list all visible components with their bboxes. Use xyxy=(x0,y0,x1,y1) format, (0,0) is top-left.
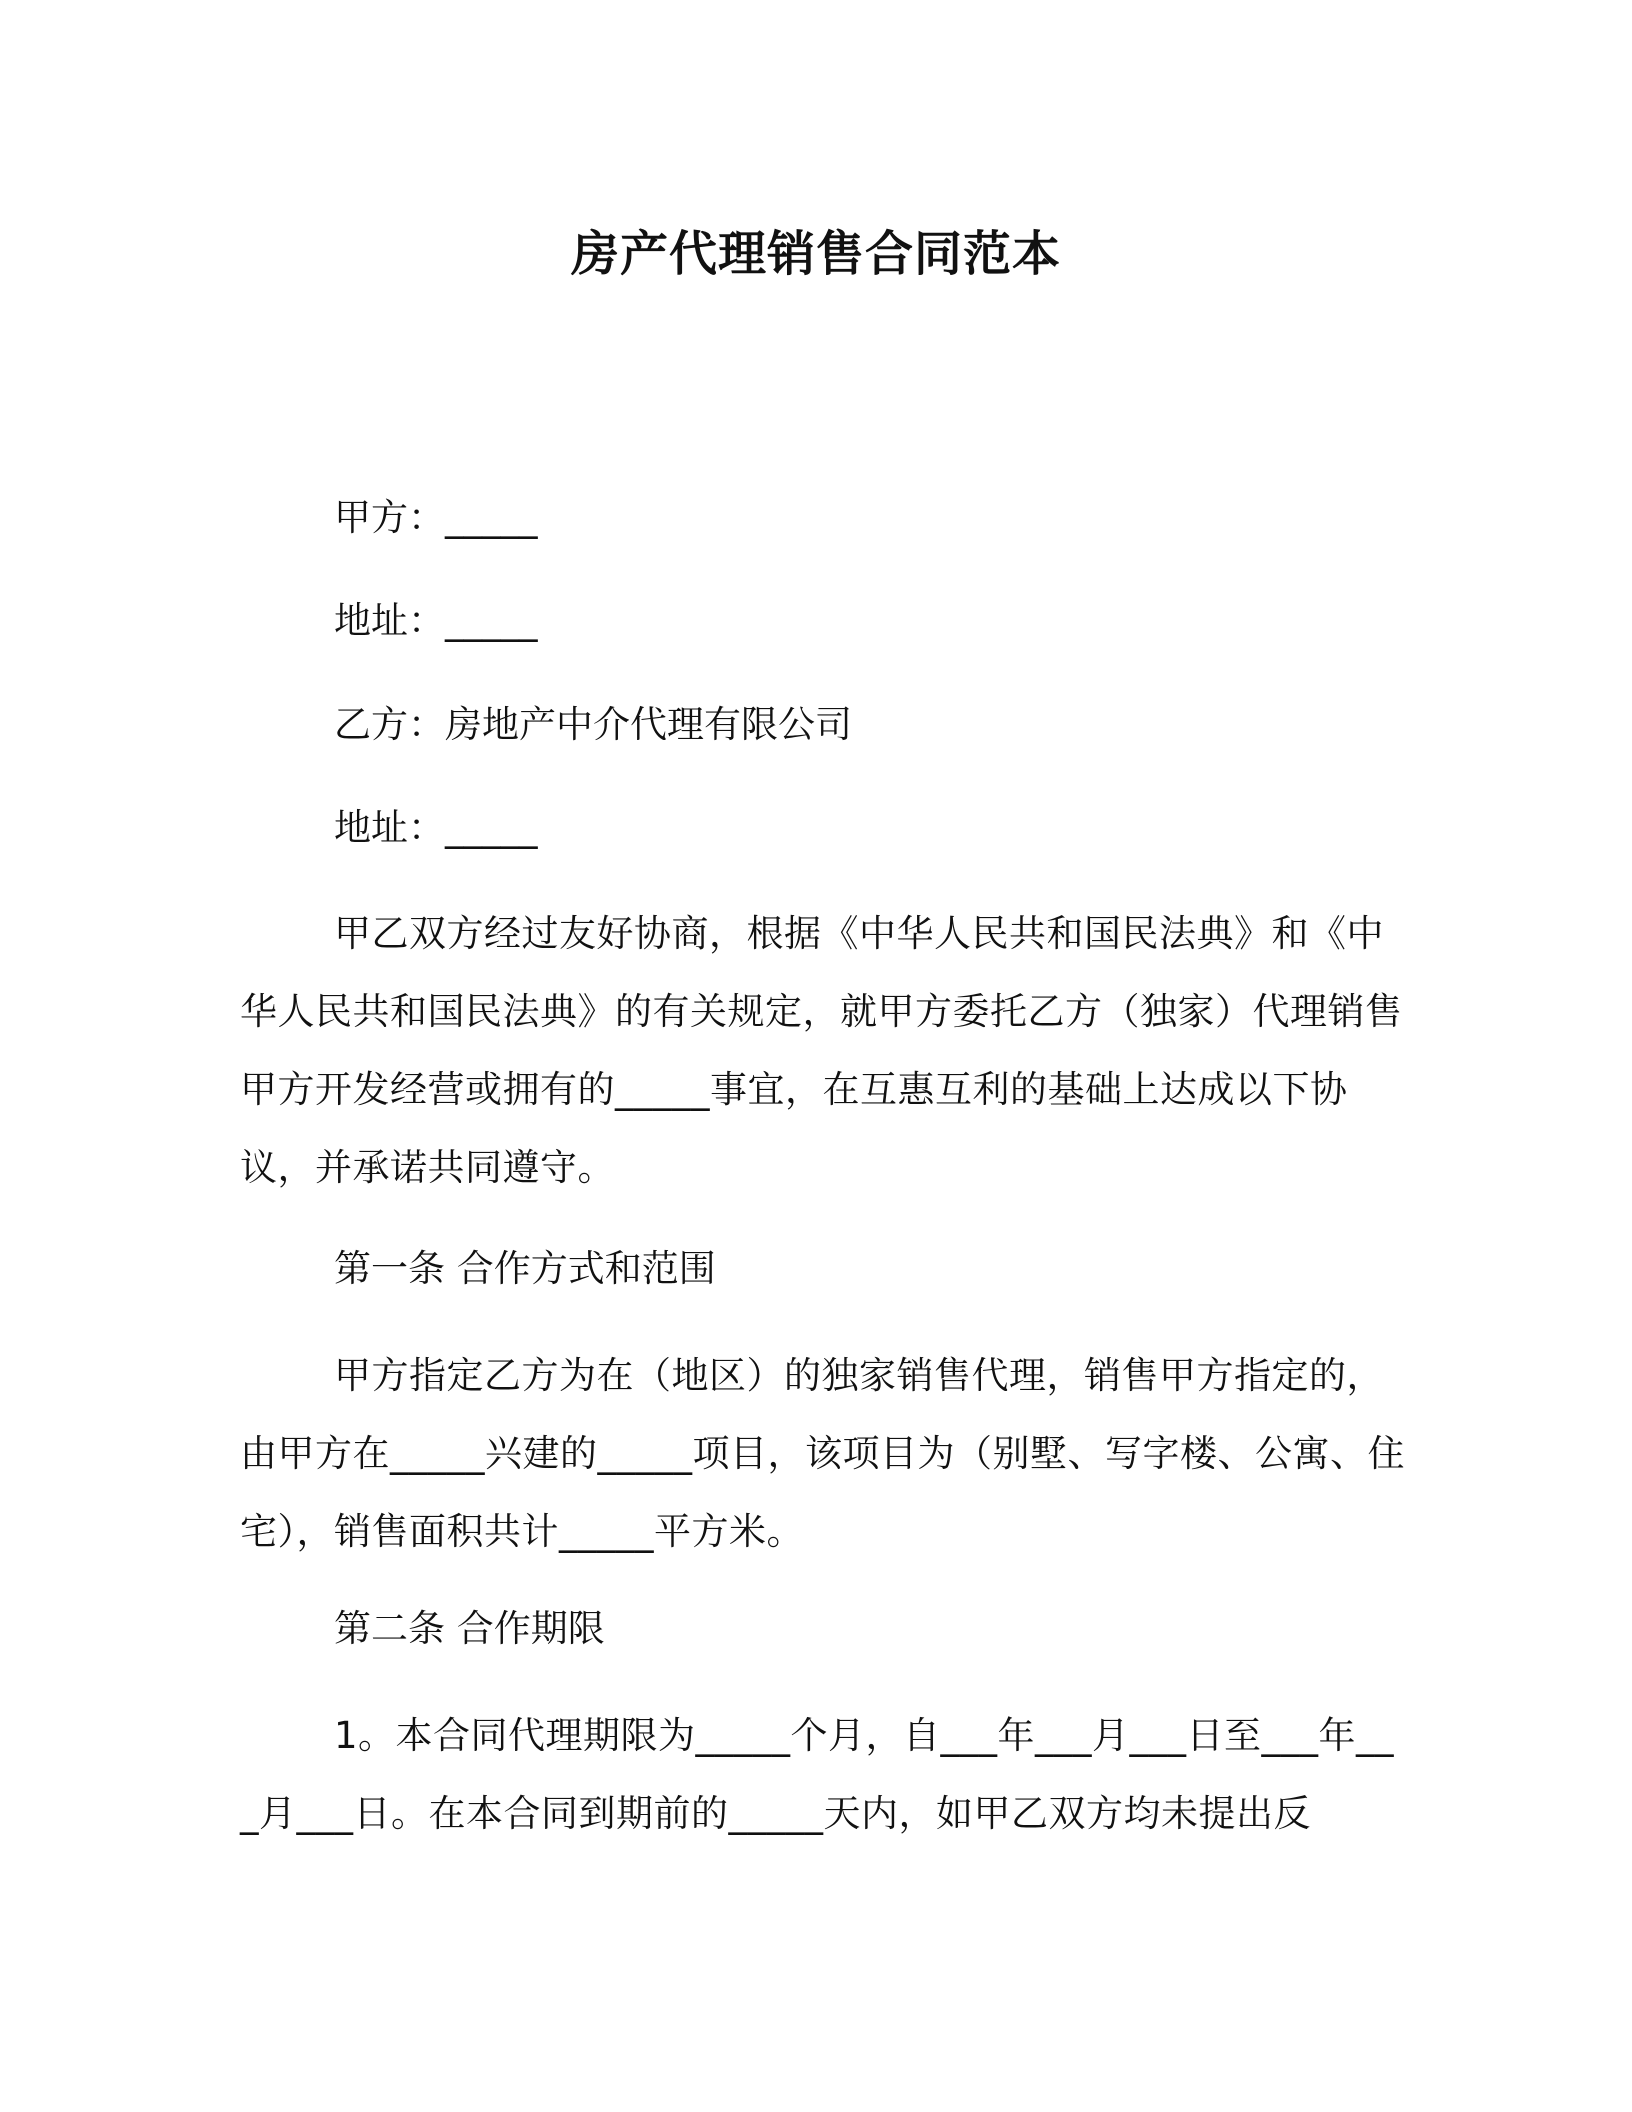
article2-item1: 1。本合同代理期限为_____个月，自___年___月___日至___年___月___日。在本合同到期前的_____天内，如甲乙双方均未提出反 xyxy=(240,1714,1395,1835)
party-b-line: 乙方：房地产中介代理有限公司 xyxy=(334,703,852,746)
document-title: 房产代理销售合同范本 xyxy=(570,226,1061,282)
article1-heading: 第一条 合作方式和范围 xyxy=(334,1247,716,1290)
article2-heading: 第二条 合作期限 xyxy=(334,1607,605,1650)
article1-body: 甲方指定乙方为在（地区）的独家销售代理，销售甲方指定的，由甲方在_____兴建的_____项目，该项目为（别墅、写字楼、公寓、住宅），销售面积共计_____平方米。 xyxy=(240,1354,1405,1553)
party-b-address-line: 地址：_____ xyxy=(334,806,538,849)
preamble-paragraph: 甲乙双方经过友好协商，根据《中华人民共和国民法典》和《中华人民共和国民法典》的有关规定，就甲方委托乙方（独家）代理销售甲方开发经营或拥有的_____事宜，在互惠互利的基础上达成以下协议，并承诺共同遵守。 xyxy=(240,912,1403,1189)
party-a-line: 甲方：_____ xyxy=(334,496,538,539)
party-a-address-line: 地址：_____ xyxy=(334,599,538,642)
